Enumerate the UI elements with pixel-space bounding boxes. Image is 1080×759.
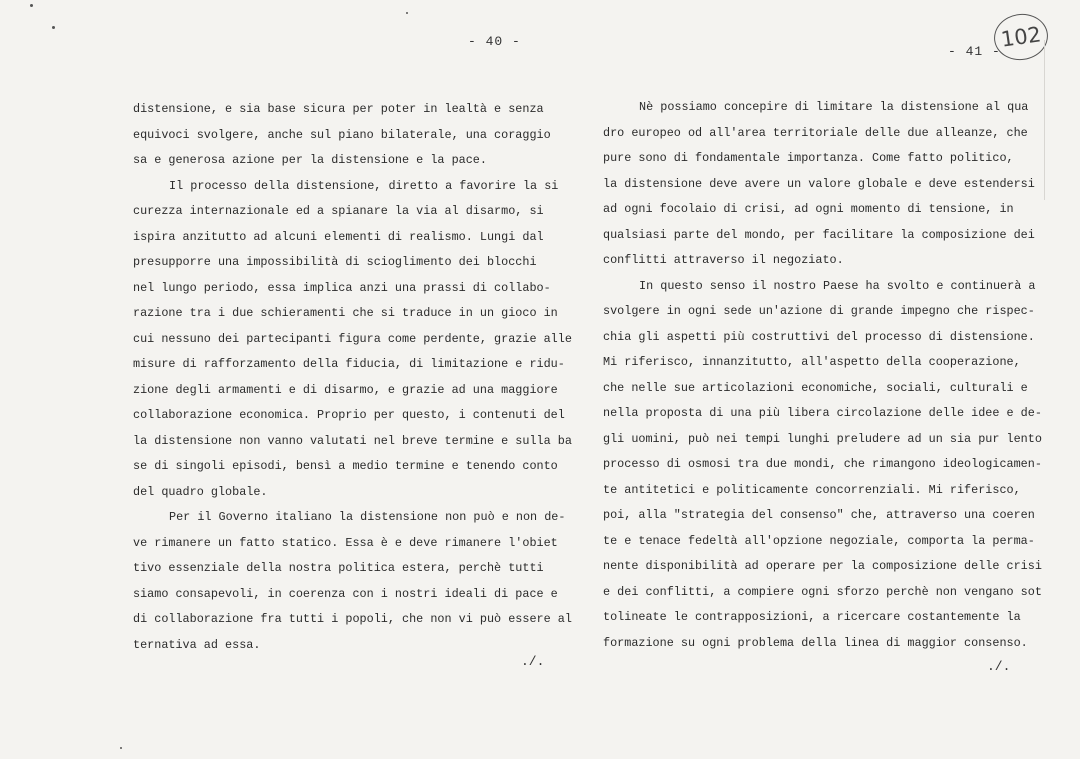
paragraph	[133, 174, 572, 506]
text-line: zione degli armamenti e di disarmo, e grazie ad una maggiore	[133, 382, 558, 397]
text-line: dro europeo od all'area territoriale delle due alleanze, che	[603, 125, 1028, 140]
text-line: equivoci svolgere, anche sul piano bilaterale, una coraggio	[133, 127, 551, 142]
text-line: che nelle sue articolazioni economiche, sociali, culturali e	[603, 380, 1028, 395]
text-line: misure di rafforzamento della fiducia, di limitazione e ridu-	[133, 357, 565, 371]
scan-speck	[406, 12, 408, 14]
text-line: te antitetici e politicamente concorrenziali. Mi riferisco,	[603, 482, 1021, 497]
text-line: chia gli aspetti più costruttivi del processo di distensione.	[603, 329, 1035, 344]
left-page-text	[133, 97, 572, 658]
scan-speck	[30, 4, 33, 7]
text-line: Mi riferisco, innanzitutto, all'aspetto della cooperazione,	[603, 355, 1021, 369]
text-line: di collaborazione fra tutti i popoli, che non vi può essere al	[133, 612, 572, 626]
continuation-mark-left: ./.	[521, 654, 545, 669]
paragraph	[133, 505, 572, 658]
text-line: te e tenace fedeltà all'opzione negoziale, comporta la perma-	[603, 533, 1035, 548]
text-line: tolineate le contrapposizioni, a ricercare costantemente la	[603, 610, 1021, 624]
text-line: ad ogni focolaio di crisi, ad ogni momento di tensione, in	[603, 202, 1014, 216]
text-line: curezza internazionale ed a spianare la via al disarmo, si	[133, 204, 544, 218]
text-line: pure sono di fondamentale importanza. Come fatto politico,	[603, 151, 1014, 165]
text-line: del quadro globale.	[133, 484, 268, 499]
page-number-right: - 41 -	[948, 44, 1001, 59]
text-line: poi, alla "strategia del consenso" che, attraverso una coeren	[603, 508, 1035, 522]
right-page-text	[603, 95, 1042, 656]
text-line: conflitti attraverso il negoziato.	[603, 253, 844, 267]
text-line: ve rimanere un fatto statico. Essa è e deve rimanere l'obiet	[133, 535, 558, 550]
text-line: svolgere in ogni sede un'azione di grande impegno che rispec-	[603, 304, 1035, 318]
scan-speck	[52, 26, 55, 29]
text-line: Il processo della distensione, diretto a favorire la si	[169, 178, 559, 193]
text-line: cui nessuno dei partecipanti figura come perdente, grazie alle	[133, 331, 572, 346]
text-line: gli uomini, può nei tempi lunghi preludere ad un sia pur lento	[603, 431, 1042, 446]
text-line: e dei conflitti, a compiere ogni sforzo perchè non vengano sot	[603, 584, 1042, 599]
text-line: ternativa ad essa.	[133, 637, 261, 652]
text-line: nel lungo periodo, essa implica anzi una prassi di collabo-	[133, 280, 551, 295]
archive-stamp: 102	[991, 10, 1051, 63]
text-line: ispira anzitutto ad alcuni elementi di realismo. Lungi dal	[133, 229, 544, 244]
page-edge-line	[1044, 40, 1045, 200]
page-number-left: - 40 -	[468, 34, 521, 49]
text-line: se di singoli episodi, bensì a medio termine e tenendo conto	[133, 459, 558, 473]
text-line: formazione su ogni problema della linea di maggior consenso.	[603, 635, 1028, 650]
text-line: In questo senso il nostro Paese ha svolto e continuerà a	[639, 278, 1036, 293]
continuation-mark-right: ./.	[987, 659, 1011, 674]
paragraph	[133, 97, 558, 174]
text-line: nella proposta di una più libera circolazione delle idee e de-	[603, 406, 1042, 420]
text-line: nente disponibilità ad operare per la composizione delle crisi	[603, 559, 1042, 573]
text-line: tivo essenziale della nostra politica estera, perchè tutti	[133, 561, 544, 575]
text-line: razione tra i due schieramenti che si traduce in un gioco in	[133, 306, 558, 320]
text-line: presupporre una impossibilità di scioglimento dei blocchi	[133, 255, 537, 269]
text-line: Per il Governo italiano la distensione non può e non de-	[169, 510, 566, 524]
scan-speck	[120, 747, 122, 749]
text-line: siamo consapevoli, in coerenza con i nostri ideali di pace e	[133, 586, 558, 601]
paragraph	[603, 95, 1035, 274]
text-line: qualsiasi parte del mondo, per facilitare la composizione dei	[603, 227, 1035, 242]
text-line: distensione, e sia base sicura per poter in lealtà e senza	[133, 102, 544, 116]
text-line: collaborazione economica. Proprio per questo, i contenuti del	[133, 408, 565, 422]
text-line: la distensione non vanno valutati nel breve termine e sulla ba	[133, 433, 572, 448]
paragraph	[603, 274, 1042, 657]
text-line: la distensione deve avere un valore globale e deve estendersi	[603, 176, 1035, 191]
text-line: processo di osmosi tra due mondi, che rimangono ideologicamen-	[603, 457, 1042, 471]
text-line: sa e generosa azione per la distensione e la pace.	[133, 153, 487, 167]
text-line: Nè possiamo concepire di limitare la distensione al qua	[639, 100, 1029, 114]
